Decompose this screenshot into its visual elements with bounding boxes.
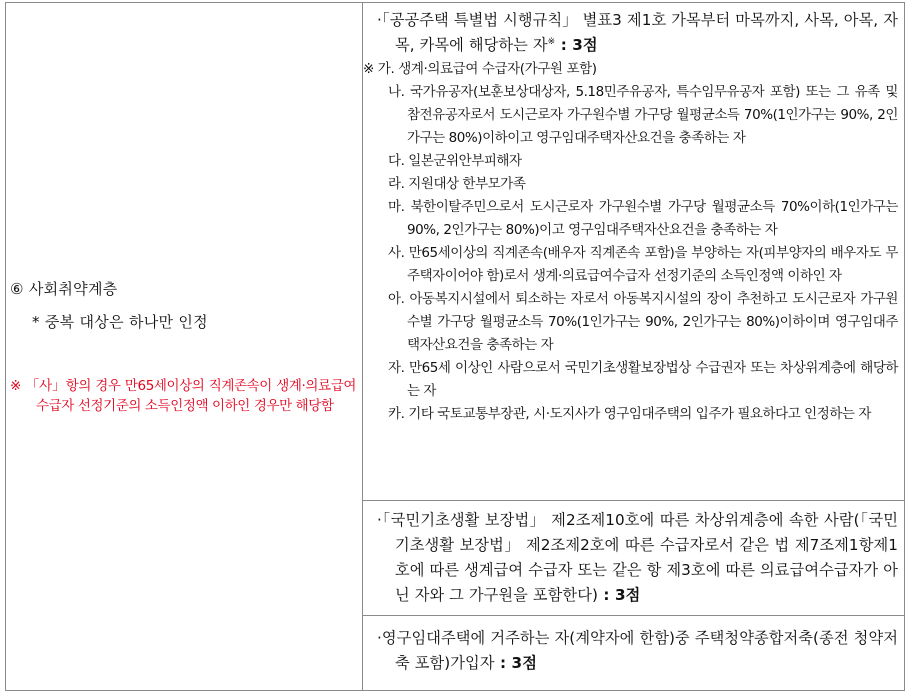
- section-1-cell: [363, 3, 905, 501]
- section-3: [363, 616, 904, 681]
- section-1-mark: ※: [547, 36, 556, 47]
- section-3-cell: [363, 616, 905, 691]
- section-2-cell: [363, 501, 905, 616]
- section-1-score: : 3점: [555, 36, 598, 54]
- section-2-score: : 3점: [598, 586, 641, 604]
- section-1: [363, 3, 904, 431]
- section-2-lead-text: ·「국민기초생활 보장법」 제2조제10호에 따른 차상위계층에 속한 사람(「국민기초생활 보장법」 제2조제2호에 따른 수급자로서 같은 법 제7조제1항제1호에 따른 생계급여 수급자 또는 같은 항 제3호에 따른 의료급여수급자가 아닌 자와 그 가구원을 포함한다): [377, 511, 898, 604]
- section-1-note-head: ※ 가. 생계·의료급여 수급자(가구원 포함): [363, 61, 597, 77]
- list-item: 마. 북한이탈주민으로서 도시근로자 가구원수별 가구당 월평균소득 70%이하(1인가구는 90%, 2인가구는 80%)이고 영구임대주택자산요건을 충족하는 자: [388, 199, 898, 238]
- section-3-score: : 3점: [494, 654, 537, 672]
- list-item: 카. 기타 국토교통부장관, 시·도지사가 영구임대주택의 입주가 필요하다고 인정하는 자: [388, 406, 871, 422]
- list-item: 라. 지원대상 한부모가족: [388, 176, 526, 192]
- criteria-table: [5, 2, 905, 691]
- list-item: 사. 만65세이상의 직계존속(배우자 직계존속 포함)을 부양하는 자(피부양자의 배우자도 무주택자이어야 함)로서 생계·의료급여수급자 선정기준의 소득인정액 이하인 자: [388, 245, 898, 284]
- category-note: ※ 「사」항의 경우 만65세이상의 직계존속이 생계·의료급여수급자 선정기준의 소득인정액 이하인 경우만 해당함: [10, 377, 356, 414]
- list-item: 아. 아동복지시설에서 퇴소하는 자로서 아동복지시설의 장이 추천하고 도시근로자 가구원수별 가구당 월평균소득 70%(1인가구는 90%, 2인가구는 80%)이하이며 영구임대주택자산요건을 충족하는 자: [388, 291, 898, 353]
- section-3-lead: [369, 626, 898, 676]
- section-1-lead-text: ·「공공주택 특별법 시행규칙」 별표3 제1호 가목부터 마목까지, 사목, 아목, 자목, 카목에 해당하는 자: [377, 11, 898, 54]
- section-2: [363, 501, 904, 613]
- category-subtitle: * 중복 대상은 하나만 인정: [32, 312, 208, 331]
- section-3-lead-text: ·영구임대주택에 거주하는 자(계약자에 한함)중 주택청약종합저축(종전 청약저축 포함)가입자: [377, 629, 898, 672]
- category-title: ⑥ 사회취약계층: [10, 279, 118, 298]
- section-1-lead: [369, 8, 898, 58]
- section-2-lead: [369, 508, 898, 608]
- category-cell: [6, 3, 363, 691]
- list-item: 자. 만65세 이상인 사람으로서 국민기초생활보장법상 수급권자 또는 차상위계층에 해당하는 자: [388, 360, 898, 399]
- list-item: 나. 국가유공자(보훈보상대상자, 5.18민주유공자, 특수임무유공자 포함) 또는 그 유족 및 참전유공자로서 도시근로자 가구원수별 가구당 월평균소득 70%(1인가구는 90%, 2인가구는 80%)이하이고 영구임대주택자산요건을 충족하는 자: [388, 84, 898, 146]
- list-item: 다. 일본군위안부피해자: [388, 153, 522, 169]
